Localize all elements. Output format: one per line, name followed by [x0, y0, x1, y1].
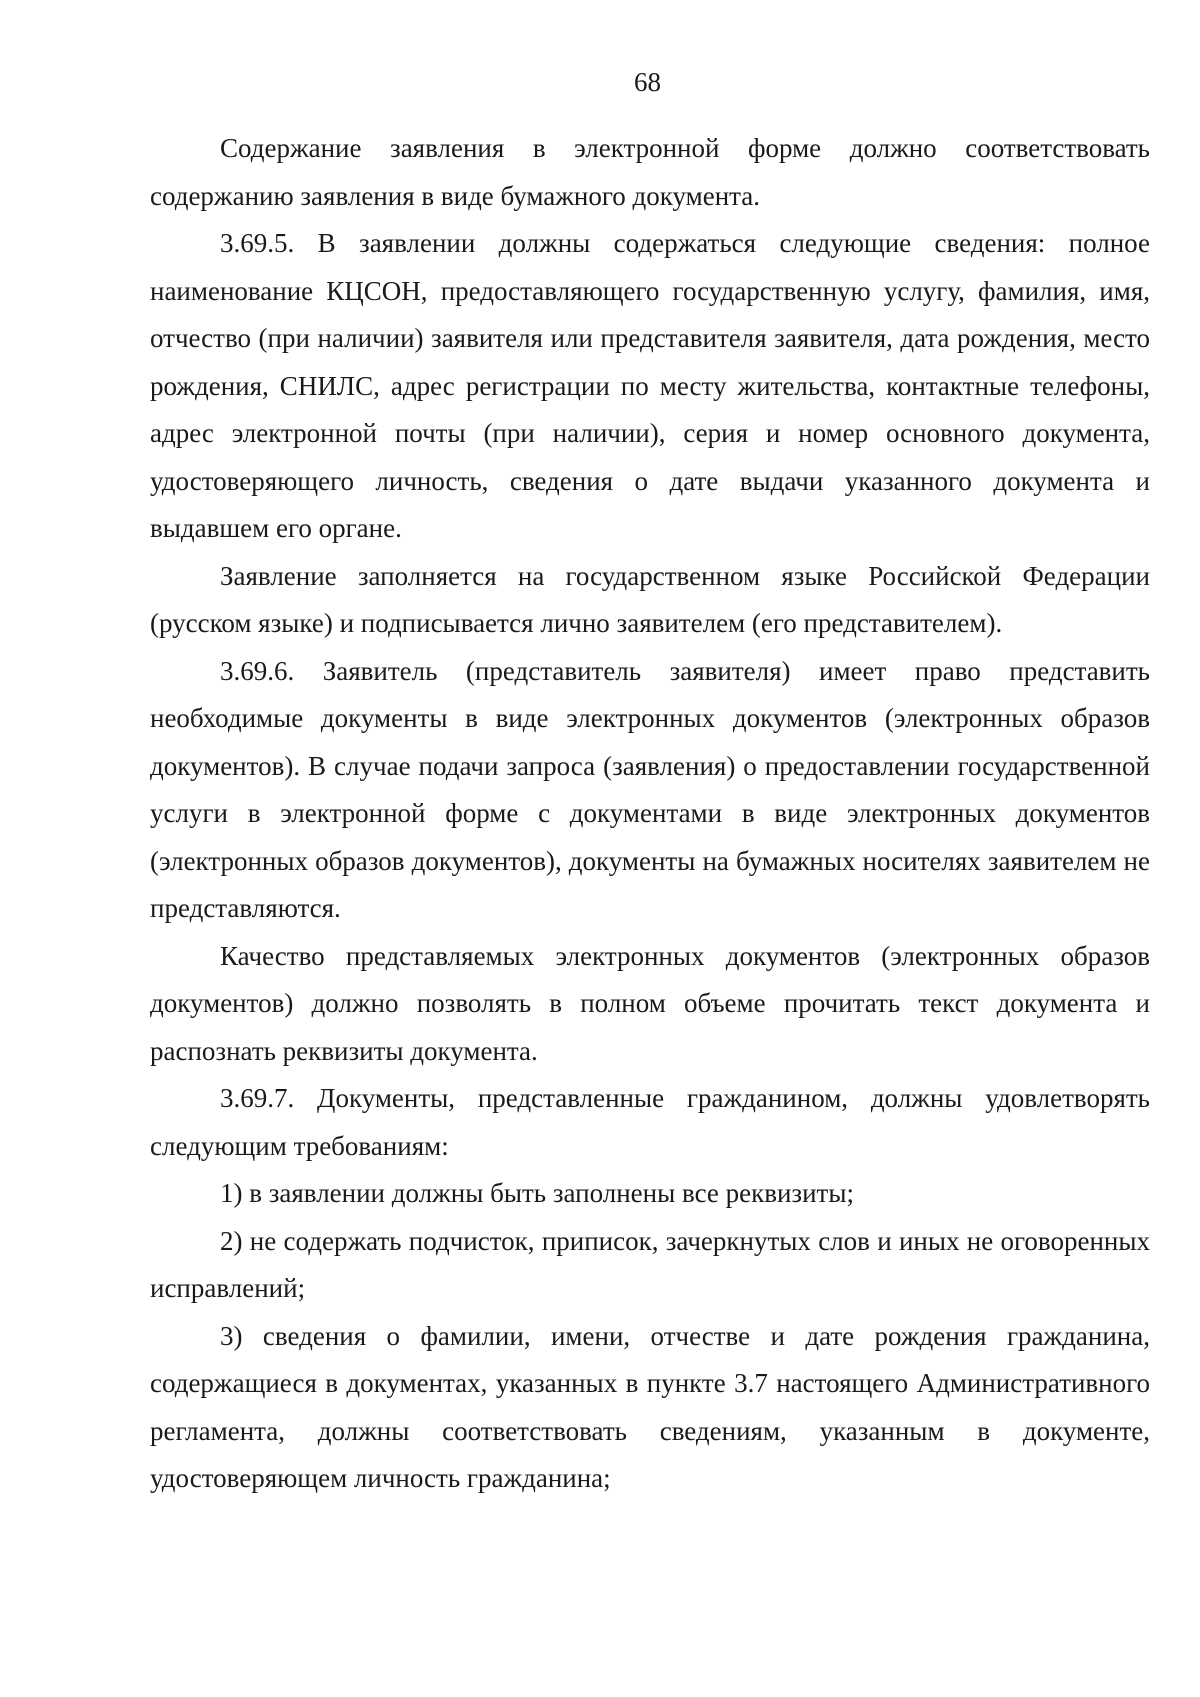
list-item-1: 1) в заявлении должны быть заполнены все реквизиты; — [220, 1178, 854, 1208]
list-item-3: 3) сведения о фамилии, имени, отчестве и дате рождения гражданина, содержащиеся в документах, указанных в пункте 3.7 настоящего Административного регламента, должны соответствовать сведениям, указанным в документе, удостоверяющем личность гражданина; — [150, 1320, 1150, 1493]
page-number: 68 — [634, 67, 661, 97]
paragraph-electronic-form-content: Содержание заявления в электронной форме должно соответствовать содержанию заявления в виде бумажного документа. — [150, 133, 1150, 211]
document-body — [150, 125, 1150, 1503]
paragraph-3-69-5: 3.69.5. В заявлении должны содержаться следующие сведения: полное наименование КЦСОН, предоставляющего государственную услугу, фамилия, имя, отчество (при наличии) заявителя или представителя заявителя, дата рождения, место рождения, СНИЛС, адрес регистрации по месту жительства, контактные телефоны, адрес электронной почты (при наличии), серия и номер основного документа, удостоверяющего личность, сведения о дате выдачи указанного документа и выдавшем его органе. — [150, 228, 1150, 543]
paragraph-document-quality: Качество представляемых электронных документов (электронных образов документов) должно позволять в полном объеме прочитать текст документа и распознать реквизиты документа. — [150, 940, 1150, 1066]
paragraph-application-language: Заявление заполняется на государственном языке Российской Федерации (русском языке) и подписывается лично заявителем (его представителем). — [150, 560, 1150, 638]
paragraph-3-69-6: 3.69.6. Заявитель (представитель заявителя) имеет право представить необходимые документы в виде электронных документов (электронных образов документов). В случае подачи запроса (заявления) о предоставлении государственной услуги в электронной форме с документами в виде электронных документов (электронных образов документов), документы на бумажных носителях заявителем не представляются. — [150, 655, 1150, 923]
paragraph-3-69-7: 3.69.7. Документы, представленные гражданином, должны удовлетворять следующим требованиям: — [150, 1083, 1150, 1161]
list-item-2: 2) не содержать подчисток, приписок, зачеркнутых слов и иных не оговоренных исправлений; — [150, 1225, 1150, 1303]
